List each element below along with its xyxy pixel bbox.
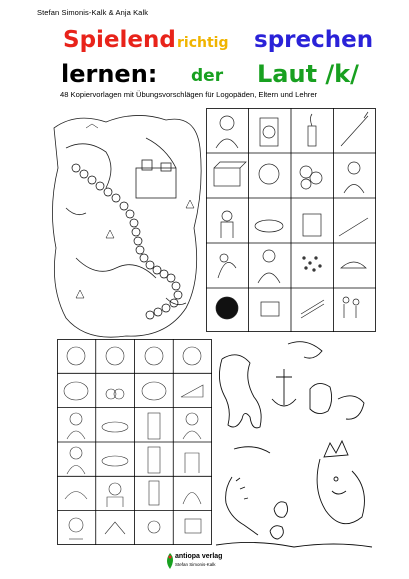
title-word-spielend: Spielend [63,27,176,53]
title-word-laut-k: Laut /k/ [257,60,359,88]
scene-illustration [214,339,374,551]
picture-card-grid-right [206,108,376,332]
title-word-lernen: lernen: [61,60,158,88]
title-word-sprechen: sprechen [254,27,374,53]
subtitle: 48 Kopiervorlagen mit Übungsvorschlägen für Logopäden, Eltern und Lehrer [60,90,318,99]
picture-card-grid-left [57,339,212,545]
publisher-sub: Stefan Simonis-Kalk [175,562,216,567]
title-word-richtig: richtig [177,35,229,51]
publisher-name: antiopa verlag [175,553,223,560]
authors: Stefan Simonis-Kalk & Anja Kalk [37,8,149,17]
title-word-der: der [191,66,224,86]
board-game-map-illustration [46,108,204,344]
